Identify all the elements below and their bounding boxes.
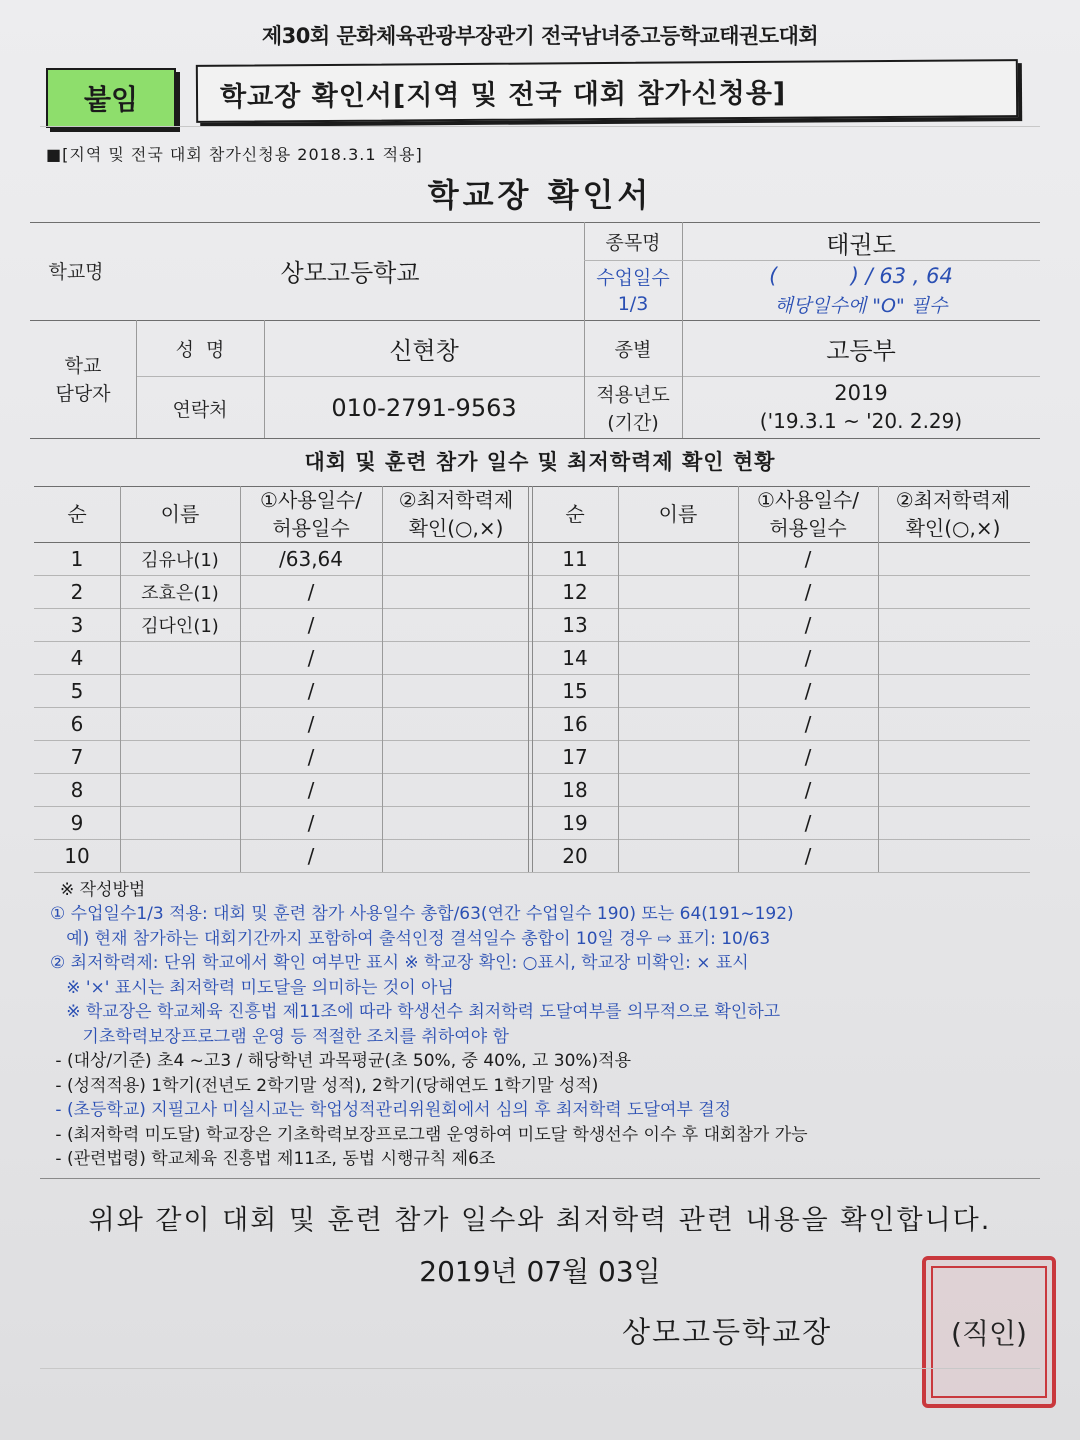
table-border [30,438,1040,439]
header-days-line2: 허용일수 [272,516,350,540]
roster-right-check-cell [878,773,1028,806]
school-label: 학교명 [48,260,104,283]
header-no: 순 [67,502,87,526]
roster-left-no-cell: 6 [70,711,84,736]
roster-right-no-cell: 13 [562,612,588,637]
roster-left-name-cell [120,674,240,707]
instructions-title: ※ 작성방법 [60,880,146,900]
attachment-label: 붙임 [46,68,176,128]
roster-left-days-cell: / [307,711,315,736]
header-check-line1: ②최저학력제 [895,488,1011,512]
roster-left-name-cell: 김유나(1) [141,549,219,571]
header-days-line1: ①사용일수/ [260,488,362,512]
roster-right-check-cell [878,740,1028,773]
school-name: 상모고등학교 [280,258,420,287]
roster-left-no-cell: 4 [70,645,84,670]
info-table [30,222,1040,438]
roster-right-days-cell: / [804,777,812,802]
roster-left-check-cell [382,773,530,806]
roster-right-days-cell: / [804,645,812,670]
header-check [382,486,530,542]
roster-right-no-cell: 18 [562,777,588,802]
roster-right-check-cell [878,839,1028,872]
year-period-label: (기간) [607,411,659,434]
roster-right-name-cell [618,641,738,674]
table-border [584,260,1040,261]
instruction-line: ※ '×' 표시는 최저학력 미도달을 의미하는 것이 아님 [50,977,454,998]
division-value: 고등부 [826,336,896,365]
phone-label: 연락처 [172,398,228,421]
roster-right-no-cell: 11 [562,546,588,571]
roster-left-name-cell: 김다인(1) [141,615,219,637]
roster-right-days-cell: / [804,612,812,637]
roster-left-check-cell [382,641,530,674]
instruction-line: - (최저학력 미도달) 학교장은 기초학력보장프로그램 운영하여 미도달 학생선수 이수 후 대회참가 가능 [50,1124,808,1145]
roster-left-no-cell: 5 [70,678,84,703]
roster-left-no-cell: 3 [70,612,84,637]
roster-left-no-cell: 8 [70,777,84,802]
name-label: 성 명 [175,338,225,361]
instruction-line: 예) 현재 참가하는 대회기간까지 포함하여 출석인정 결석일수 총합이 10일 경우 ⇨ 표기: 10/63 [50,928,771,949]
header-check-line1: ②최저학력제 [398,488,514,512]
roster-right-no-cell: 17 [562,744,588,769]
header-days-line1: ①사용일수/ [757,488,859,512]
header-check [878,486,1028,542]
roster-left-name-cell [120,839,240,872]
roster-left-days-cell: / [307,645,315,670]
instruction-line: - (관련법령) 학교체육 진흥법 제11조, 동법 시행규칙 제6조 [50,1149,496,1169]
divider [40,1178,1040,1179]
roster-right-no-cell: 12 [562,579,588,604]
roster-right-check-cell [878,806,1028,839]
event-title: 제30회 문화체육관광부장관기 전국남녀중고등학교태권도대회 [261,24,819,48]
roster-right-name-cell [618,608,738,641]
apply-note: ■[지역 및 전국 대회 참가신청용 2018.3.1 적용] [46,145,423,164]
roster-left-check-cell [382,575,530,608]
roster-left-check-cell [382,806,530,839]
instruction-line: - (성적적용) 1학기(전년도 2학기말 성적), 2학기(당해연도 1학기말 성적) [50,1075,599,1096]
roster-left-name-cell [120,773,240,806]
header-days [240,486,382,542]
roster-left-name-cell [120,806,240,839]
roster-left-no-cell: 7 [70,744,84,769]
form-heading: 학교장 확인서[지역 및 전국 대회 참가신청용] [196,59,1018,123]
roster-right-name-cell [618,542,738,575]
header-no: 순 [565,502,585,526]
year-period: ('19.3.1 ~ '20. 2.29) [759,409,963,433]
confirmation-text: 위와 같이 대회 및 훈련 참가 일수와 최저학력 관련 내용을 확인합니다. [88,1205,992,1236]
principal-signature: 상모고등학교장 [622,1315,833,1349]
roster-left-days-cell: / [307,678,315,703]
document-title: 학교장 확인서 [427,176,653,214]
header-check-line2: 확인(○,×) [408,516,504,540]
roster-left-no-cell: 9 [70,810,84,835]
roster-right-check-cell [878,542,1028,575]
instruction-line: - (대상/기준) 초4 ~고3 / 해당학년 과목평균(초 50%, 중 40%, 고 30%)적용 [50,1051,632,1071]
contact-group-label: 학교 [64,354,102,377]
class-days-label: 수업일수 [596,266,670,289]
roster-left-days-cell: / [307,579,315,604]
instruction-line: 기초학력보장프로그램 운영 등 적절한 조치를 취하여야 함 [50,1026,509,1047]
header-days-line2: 허용일수 [769,516,847,540]
roster-right-name-cell [618,707,738,740]
year-value: 2019 [834,381,888,405]
roster-right-days-cell: / [804,744,812,769]
class-days-note: 해당일수에 "O" 필수 [774,294,948,317]
roster-right-name-cell [618,575,738,608]
roster-right-check-cell [878,608,1028,641]
table-row-border [34,872,1030,873]
roster-right-no-cell: 14 [562,645,588,670]
instruction-line: ② 최저학력제: 단위 학교에서 확인 여부만 표시 ※ 학교장 확인: ○표시, 학교장 미확인: × 표시 [50,953,749,973]
confirmation-date: 2019년 07월 03일 [419,1255,661,1288]
roster-left-no-cell: 1 [70,546,84,571]
roster-right-days-cell: / [804,843,812,868]
roster-right-name-cell [618,806,738,839]
seal-frame [931,1266,1047,1398]
roster-left-days-cell: / [307,744,315,769]
roster-left-check-cell [382,707,530,740]
roster-left-check-cell [382,674,530,707]
header-days [738,486,878,542]
roster-table [34,486,1030,872]
header-name: 이름 [658,502,698,526]
roster-left-days-cell: / [307,843,315,868]
roster-left-no-cell: 10 [64,843,90,868]
table-border [30,320,1040,321]
seal-label: (직인) [951,1317,1027,1350]
roster-left-check-cell [382,608,530,641]
roster-right-name-cell [618,740,738,773]
roster-left-days-cell: / [307,777,315,802]
roster-right-no-cell: 19 [562,810,588,835]
sport-value: 태권도 [826,230,896,259]
roster-left-name-cell [120,641,240,674]
instruction-line: ① 수업일수1/3 적용: 대회 및 훈련 참가 사용일수 총합/63(연간 수업일수 190) 또는 64(191~192) [50,904,794,924]
roster-left-name-cell: 조효은(1) [141,582,219,604]
roster-right-check-cell [878,674,1028,707]
header-name: 이름 [160,502,200,526]
roster-left-name-cell [120,740,240,773]
roster-right-no-cell: 16 [562,711,588,736]
instruction-line: ※ 학교장은 학교체육 진흥법 제11조에 따라 학생선수 최저학력 도달여부를 의무적으로 확인하고 [50,1002,781,1022]
table-border [136,376,1040,377]
roster-left-check-cell [382,839,530,872]
header-check-line2: 확인(○,×) [905,516,1001,540]
roster-left-days-cell: / [307,810,315,835]
roster-left-no-cell: 2 [70,579,84,604]
instruction-line: - (초등학교) 지필고사 미실시교는 학업성적관리위원회에서 심의 후 최저학력 도달여부 결정 [50,1100,732,1120]
sport-label: 종목명 [605,231,661,254]
roster-right-no-cell: 15 [562,678,588,703]
roster-right-name-cell [618,839,738,872]
phone-value: 010-2791-9563 [331,394,517,422]
roster-left-check-cell [382,542,530,575]
roster-right-check-cell [878,707,1028,740]
contact-group-label-2: 담당자 [55,382,111,405]
class-days-value: ( ) / 63 , 64 [769,264,953,288]
roster-right-check-cell [878,641,1028,674]
roster-left-days-cell: / [307,612,315,637]
roster-right-days-cell: / [804,810,812,835]
divider [40,1368,1040,1369]
roster-right-days-cell: / [804,678,812,703]
contact-name: 신현창 [389,336,459,365]
roster-right-name-cell [618,674,738,707]
section-title: 대회 및 훈련 참가 일수 및 최저학력제 확인 현황 [304,450,776,474]
roster-right-days-cell: / [804,546,812,571]
roster-right-name-cell [618,773,738,806]
roster-right-check-cell [878,575,1028,608]
roster-right-days-cell: / [804,711,812,736]
divider [40,126,1040,127]
division-label: 종별 [614,338,652,361]
roster-right-no-cell: 20 [562,843,588,868]
table-border [30,222,1040,223]
roster-left-days-cell: /63,64 [279,546,343,571]
roster-right-days-cell: / [804,579,812,604]
official-seal [922,1256,1056,1408]
roster-left-check-cell [382,740,530,773]
roster-left-name-cell [120,707,240,740]
class-days-fraction: 1/3 [617,293,649,315]
year-label: 적용년도 [596,383,670,406]
